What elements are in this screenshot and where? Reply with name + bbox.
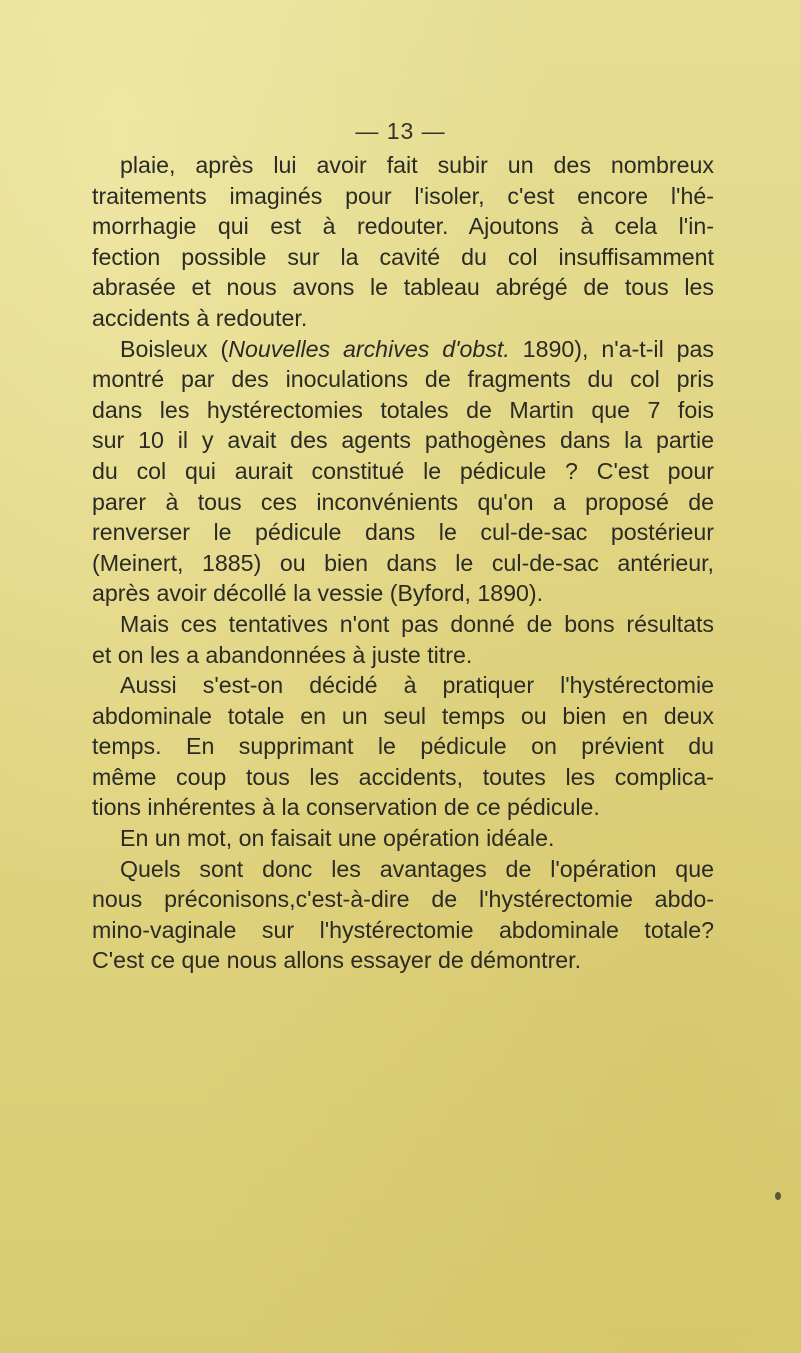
text-line: montré par des inoculations de fragments du col pris [92, 366, 714, 393]
text-line: dans les hystérectomies totales de Martin que 7 fois [92, 396, 714, 423]
text-line: parer à tous ces inconvénients qu'on a proposé de [92, 488, 714, 515]
text-line: mino-vaginale sur l'hystérectomie abdominale totale? [92, 916, 714, 943]
text-line: abrasée et nous avons le tableau abrégé de tous les [92, 274, 714, 301]
text-line: tions inhérentes à la conservation de ce pédicule. [92, 794, 600, 821]
text-line: du col qui aurait constitué le pédicule ? C'est pour [92, 457, 714, 484]
text-line: plaie, après lui avoir fait subir un des nombreux [120, 152, 714, 178]
text-line: accidents à redouter. [92, 304, 308, 331]
text-line: traitements imaginés pour l'isoler, c'est encore l'hé- [92, 182, 714, 209]
text-line: même coup tous les accidents, toutes les complica- [92, 763, 714, 790]
text-line: après avoir décollé la vessie (Byford, 1890). [92, 580, 544, 607]
text-line: et on les a abandonnées à juste titre. [92, 641, 473, 668]
body-text [92, 150, 714, 976]
journal-title: Nouvelles archives d'obst. [228, 335, 510, 362]
text-line: C'est ce que nous allons essayer de démontrer. [92, 947, 582, 974]
text-line: sur 10 il y avait des agents pathogènes dans la partie [92, 427, 714, 454]
text-line [92, 334, 714, 365]
page-number: — 13 — [355, 118, 446, 144]
text-line: Aussi s'est-on décidé à pratiquer l'hystérectomie [120, 672, 714, 699]
text-line: temps. En supprimant le pédicule on prévient du [92, 733, 714, 760]
text-line: nous préconisons,c'est-à-dire de l'hystérectomie abdo- [92, 886, 714, 913]
text-line: abdominale totale en un seul temps ou bien en deux [92, 702, 714, 729]
text-line: renverser le pédicule dans le cul-de-sac postérieur [92, 519, 714, 546]
text-line: (Meinert, 1885) ou bien dans le cul-de-sac antérieur, [92, 549, 714, 576]
text-line: Mais ces tentatives n'ont pas donné de bons résultats [120, 610, 714, 637]
text-line: Quels sont donc les avantages de l'opération que [120, 855, 714, 882]
text-line: fection possible sur la cavité du col insuffisamment [92, 243, 714, 270]
text-line: En un mot, on faisait une opération idéale. [120, 825, 555, 852]
text-fragment: 1890), n'a-t-il pas [509, 335, 714, 362]
ink-speck [775, 1192, 781, 1200]
text-fragment: Boisleux ( [120, 335, 229, 362]
text-line: morrhagie qui est à redouter. Ajoutons à cela l'in- [92, 213, 714, 240]
